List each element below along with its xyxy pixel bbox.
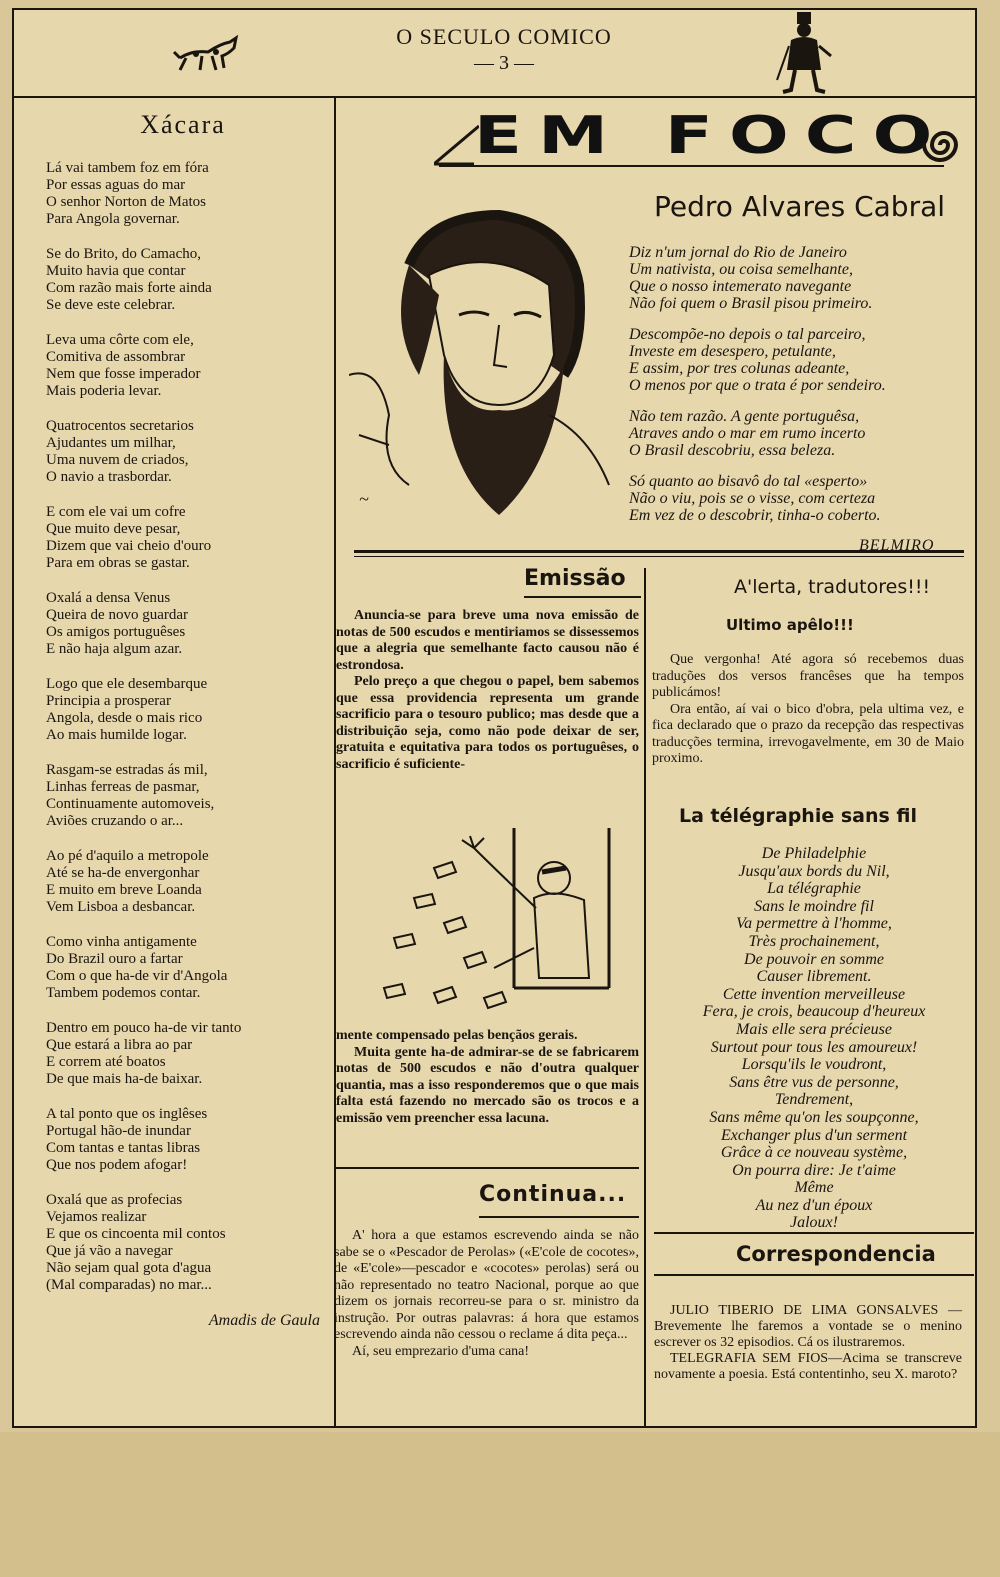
poem-line: Para em obras se gastar.	[46, 555, 190, 571]
correspondencia-text	[654, 1303, 962, 1383]
emissao-paragraph-2: Pelo preço a que chegou o papel, bem sabemos que essa providencia representa um grande sacrificio para o tesouro publico; mas desde que a distribuição seja, como não pode deixar de ser, gratuita e equitativa para todos os portuguêses, o sacrificio é suficiente-	[336, 674, 639, 772]
poem-line: Não sejam qual gota d'agua	[46, 1260, 212, 1276]
poem-line: E correm até boatos	[46, 1054, 166, 1070]
poem-line: Com tantas e tantas libras	[46, 1140, 201, 1156]
poem-line: Très prochainement,	[748, 932, 880, 950]
banner-flourish-left	[434, 116, 479, 176]
section-rule-thin	[354, 556, 964, 557]
page-number: — 3 —	[474, 52, 534, 74]
alerta-paragraph-2: Ora então, aí vai o bico d'obra, pela ultima vez, e fica declarado que o prazo da recepção das respectivas traducções termina, irrevogavelmente, em 30 de Maio proximo.	[652, 701, 964, 766]
poem-line: O menos por que o trata é por sendeiro.	[629, 377, 886, 394]
stanza	[38, 934, 328, 1002]
poem-line: Os amigos portuguêses	[46, 624, 186, 640]
continua-title: Continua...	[479, 1182, 627, 1207]
alerta-paragraph-1: Que vergonha! Até agora só recebemos duas traduções dos versos francêses que ha tempos publicámos!	[652, 652, 964, 700]
poem-line: A tal ponto que os inglêses	[46, 1106, 208, 1122]
xacara-signature: Amadis de Gaula	[208, 1312, 320, 1329]
poem-line: On pourra dire: Je t'aime	[732, 1161, 896, 1179]
poem-line: Lorsqu'ils le voudront,	[741, 1056, 887, 1074]
stanza	[38, 590, 328, 658]
stanza	[38, 246, 328, 314]
poem-line: Vejamos realizar	[46, 1209, 147, 1225]
stanza	[38, 332, 328, 400]
poem-line: Do Brazil ouro a fartar	[46, 951, 183, 967]
telegraphie-poem	[664, 845, 964, 1232]
stanza	[629, 326, 979, 394]
poem-line: Portugal hão-de inundar	[46, 1123, 191, 1139]
poem-line: Ao pé d'aquilo a metropole	[46, 848, 209, 864]
poem-line: Uma nuvem de criados,	[46, 452, 189, 468]
poem-line: Não o viu, pois se o visse, com certeza	[629, 490, 876, 507]
poem-line: Dizem que vai cheio d'ouro	[46, 538, 212, 554]
poem-line: Linhas ferreas de pasmar,	[46, 779, 200, 795]
stanza	[38, 1020, 328, 1088]
poem-line: (Mal comparadas) no mar...	[46, 1277, 212, 1293]
poem-line: Causer librement.	[756, 968, 872, 986]
cabral-signature: BELMIRO	[859, 537, 935, 554]
poem-line: Se deve este celebrar.	[46, 297, 176, 313]
poem-line: Surtout pour tous les amoureux!	[710, 1038, 918, 1056]
poem-line: O Brasil descobriu, essa beleza.	[629, 442, 836, 459]
poem-line: Não tem razão. A gente portuguêsa,	[629, 408, 860, 425]
poem-line: Que muito deve pesar,	[46, 521, 181, 537]
poem-line: Dentro em pouco ha-de vir tanto	[46, 1020, 242, 1036]
cabral-portrait-illustration	[349, 205, 619, 535]
poem-line: Um nativista, ou coisa semelhante,	[629, 261, 853, 278]
spiral-flourish	[919, 120, 969, 170]
poem-line: Só quanto ao bisavô do tal «esperto»	[629, 473, 868, 490]
correspondencia-title: Correspondencia	[736, 1242, 936, 1266]
poem-line: Que estará a libra ao par	[46, 1037, 193, 1053]
emissao-paragraph-1: Anuncia-se para breve uma nova emissão de notas de 500 escudos e mentiriamos se dissessemos que a alegria que semelhante facto causou não é estrondosa.	[336, 608, 639, 673]
poem-line: E com ele vai um cofre	[46, 504, 186, 520]
xacara-poem	[38, 160, 328, 1294]
stanza	[629, 473, 979, 524]
poem-line: Por essas aguas do mar	[46, 177, 186, 193]
poem-line: Fera, je crois, beaucoup d'heureux	[702, 1003, 926, 1021]
stanza	[38, 676, 328, 744]
poem-line: Investe em desespero, petulante,	[629, 343, 836, 360]
poem-line: Se do Brito, do Camacho,	[46, 246, 201, 262]
poem-line: Logo que ele desembarque	[46, 676, 208, 692]
banner-underline	[439, 165, 944, 167]
correspondencia-underline	[654, 1274, 974, 1276]
poem-line: Em vez de o descobrir, tinha-o coberto.	[629, 507, 881, 524]
poem-line: E que os cincoenta mil contos	[46, 1226, 226, 1242]
poem-line: Nem que fosse imperador	[46, 366, 201, 382]
poem-line: De que mais ha-de baixar.	[46, 1071, 203, 1087]
poem-line: Principia a prosperar	[46, 693, 171, 709]
correspondencia-paragraph-1: JULIO TIBERIO DE LIMA GONSALVES — Brevemente lhe faremos a vontade se o menino escrever os 32 episodios. Cá os ilustraremos.	[654, 1303, 962, 1350]
poem-line: Même	[794, 1179, 834, 1197]
section-rule	[354, 550, 964, 553]
poem-line: Grâce à ce nouveau système,	[720, 1144, 908, 1162]
poem-line: Jusqu'aux bords du Nil,	[738, 862, 890, 880]
poem-line: Jaloux!	[790, 1214, 838, 1232]
poem-line: La télégraphie	[767, 880, 861, 898]
correspondencia-top-rule	[654, 1232, 974, 1234]
poem-line: Vem Lisboa a desbancar.	[46, 899, 196, 915]
poem-line: Sans même qu'on les soupçonne,	[709, 1108, 919, 1126]
poem-line: Atraves ando o mar em rumo incerto	[629, 425, 866, 442]
poem-line: E não haja algum azar.	[46, 641, 183, 657]
poem-line: E muito em breve Loanda	[46, 882, 202, 898]
poem-line: Não foi quem o Brasil pisou primeiro.	[629, 295, 873, 312]
continua-paragraph-1: A' hora a que estamos escrevendo ainda se não sabe se o «Pescador de Perolas» («E'cole de cocotes», de «E'cole»—pescador e «cocotes» perolas) será ou não representado no teatro Nacional, porque ao que dizem os jornais recorreu-se para o sr. ministro da instrução. Por outras palavras: á hora que estamos escrevendo ainda não cessou o reclame á dita peça...	[334, 1228, 639, 1342]
continua-underline	[479, 1216, 639, 1218]
stanza	[629, 408, 979, 459]
poem-line: Ao mais humilde logar.	[46, 727, 187, 743]
poem-line: Descompõe-no depois o tal parceiro,	[629, 326, 866, 343]
correspondencia-paragraph-2: TELEGRAFIA SEM FIOS—Acima se transcreve novamente a poesia. Está contentinho, seu X. maroto?	[654, 1351, 962, 1382]
page-bottom-margin	[0, 1432, 1000, 1577]
stanza	[38, 1192, 328, 1294]
poem-line: Aviões cruzando o ar...	[46, 813, 184, 829]
poem-line: Rasgam-se estradas ás mil,	[46, 762, 208, 778]
dog-illustration	[172, 30, 242, 74]
poem-line: Cette invention merveilleuse	[722, 985, 906, 1003]
poem-line: Tambem podemos contar.	[46, 985, 201, 1001]
stanza	[38, 418, 328, 486]
poem-line: Leva uma côrte com ele,	[46, 332, 194, 348]
poem-line: Oxalá que as profecias	[46, 1192, 183, 1208]
poem-line: E assim, por tres colunas adeante,	[629, 360, 850, 377]
poem-line: Exchanger plus d'un serment	[720, 1126, 908, 1144]
emissao-text-top	[336, 608, 639, 773]
cabral-poem-title: Pedro Alvares Cabral	[654, 190, 946, 223]
poem-line: Mais elle sera précieuse	[736, 1020, 892, 1038]
poem-line: De Philadelphie	[761, 845, 867, 862]
man-with-cane-illustration	[769, 10, 839, 96]
xacara-title: Xácara	[140, 110, 226, 139]
continua-text	[334, 1228, 639, 1360]
poem-line: Queira de novo guardar	[46, 607, 189, 623]
poem-line: Lá vai tambem foz em fóra	[46, 160, 209, 176]
poem-line: Mais poderia levar.	[46, 383, 162, 399]
continua-paragraph-2: Aí, seu emprezario d'uma cana!	[352, 1343, 530, 1359]
poem-line: Que nos podem afogar!	[46, 1157, 188, 1173]
alerta-text	[652, 652, 964, 768]
poem-line: Sans être vus de personne,	[729, 1073, 899, 1091]
emissao-title: Emissão	[524, 566, 626, 591]
stanza	[38, 1106, 328, 1174]
poem-line: Diz n'um jornal do Rio de Janeiro	[629, 244, 847, 261]
svg-text:~: ~	[359, 489, 369, 509]
poem-line: O navio a trasbordar.	[46, 469, 172, 485]
poem-line: Que já vão a navegar	[46, 1243, 173, 1259]
poem-line: Para Angola governar.	[46, 211, 180, 227]
poem-line: Sans le moindre fil	[754, 897, 874, 915]
poem-line: Va permettre à l'homme,	[736, 915, 892, 933]
poem-line: Angola, desde o mais rico	[46, 710, 203, 726]
emissao-paragraph-4: Muita gente ha-de admirar-se de se fabricarem notas de 500 escudos e não d'outra qualquer quantia, mas a isso responderemos que o que mais falta está fazendo no mercado são os trocos e a emissão vem preencher essa lacuna.	[336, 1044, 639, 1126]
inner-column-divider	[644, 568, 646, 1428]
stanza	[38, 848, 328, 916]
xacara-column	[38, 106, 328, 1330]
alerta-subtitle: Ultimo apêlo!!!	[726, 616, 854, 634]
poem-line: Quatrocentos secretarios	[46, 418, 194, 434]
poem-line: O senhor Norton de Matos	[46, 194, 206, 210]
poem-line: De pouvoir en somme	[744, 950, 884, 968]
poem-line: Com o que ha-de vir d'Angola	[46, 968, 228, 984]
poem-line: Que o nosso intemerato navegante	[629, 278, 852, 295]
stanza	[38, 504, 328, 572]
emissao-end-rule	[336, 1167, 639, 1169]
newspaper-title: O SECULO COMICO	[396, 24, 612, 49]
poem-line: Ajudantes um milhar,	[46, 435, 176, 451]
poem-line: Muito havia que contar	[46, 263, 186, 279]
emissao-underline	[524, 596, 641, 598]
em-foco-banner: EM FOCO	[474, 106, 949, 166]
stanza	[38, 762, 328, 830]
poem-line: Continuamente automoveis,	[46, 796, 215, 812]
poem-line: Como vinha antigamente	[46, 934, 197, 950]
stanza	[38, 160, 328, 228]
man-at-window-illustration	[374, 828, 614, 1023]
telegraphie-title: La télégraphie sans fil	[679, 805, 918, 827]
poem-line: Com razão mais forte ainda	[46, 280, 212, 296]
emissao-paragraph-3: mente compensado pelas bençãos gerais.	[336, 1028, 578, 1043]
stanza	[629, 244, 979, 312]
alerta-title: A'lerta, tradutores!!!	[734, 576, 931, 598]
poem-line: Oxalá a densa Venus	[46, 590, 171, 606]
poem-line: Au nez d'un époux	[755, 1196, 873, 1214]
poem-line: Até se ha-de envergonhar	[46, 865, 200, 881]
emissao-text-bottom	[336, 1028, 639, 1127]
poem-line: Comitiva de assombrar	[46, 349, 186, 365]
header-rule	[14, 96, 975, 98]
newspaper-page	[12, 8, 977, 1428]
poem-line: Tendrement,	[774, 1091, 854, 1109]
cabral-poem	[629, 244, 979, 538]
